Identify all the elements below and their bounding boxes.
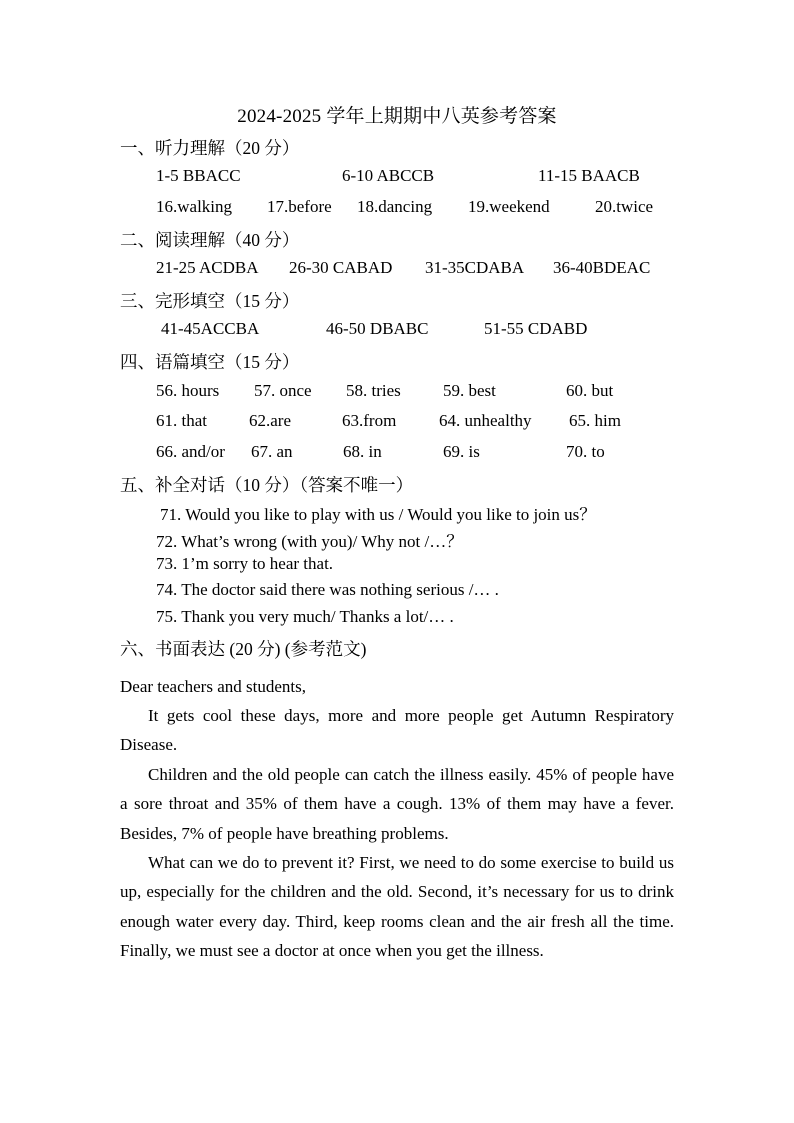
answer-row [0, 166, 794, 188]
answer-row [0, 258, 794, 280]
answer-item: 20.twice [595, 197, 654, 216]
answer-item: 11-15 BAACB [538, 166, 640, 185]
essay-paragraph: It gets cool these days, more and more people get Autumn Respiratory Disease. [120, 706, 674, 755]
answer-item: 66. and/or [156, 442, 225, 461]
dialogue-answer: 72. What’s wrong (with you)/ Why not /…？ [156, 532, 464, 551]
essay-greeting: Dear teachers and students, [120, 677, 306, 696]
answer-item: 16.walking [156, 197, 233, 216]
answer-item: 19.weekend [468, 197, 550, 216]
answer-item: 56. hours [156, 381, 220, 400]
section-heading-cloze: 三、完形填空（15 分） [120, 291, 300, 311]
answer-item: 58. tries [346, 381, 401, 400]
answer-item: 61. that [156, 411, 207, 430]
answer-item: 67. an [251, 442, 293, 461]
answer-item: 65. him [569, 411, 621, 430]
essay-paragraph: Children and the old people can catch the illness easily. 45% of people have a sore throat and 35% of them have a cough. 13% of them may have a fever. Besides, 7% of people have breathing problems. [120, 765, 674, 843]
answer-item: 62.are [249, 411, 292, 430]
section-heading-dialogue: 五、补全对话（10 分）（答案不唯一） [120, 475, 414, 495]
answer-item: 60. but [566, 381, 614, 400]
answer-item: 57. once [254, 381, 312, 400]
answer-item: 18.dancing [357, 197, 433, 216]
section-heading-passage: 四、语篇填空（15 分） [120, 352, 300, 372]
answer-row [0, 411, 794, 433]
section-heading-reading: 二、阅读理解（40 分） [120, 230, 300, 250]
answer-row [0, 381, 794, 403]
answer-item: 41-45ACCBA [161, 319, 260, 338]
answer-item: 21-25 ACDBA [156, 258, 259, 277]
dialogue-answer: 73. 1’m sorry to hear that. [156, 554, 334, 573]
answer-item: 31-35CDABA [425, 258, 525, 277]
answer-row [0, 442, 794, 464]
answer-item: 46-50 DBABC [326, 319, 429, 338]
section-heading-writing: 六、书面表达 (20 分) (参考范文) [120, 639, 367, 659]
answer-item: 17.before [267, 197, 332, 216]
essay-paragraph: What can we do to prevent it? First, we need to do some exercise to build us up, especially for the children and the old. Second, it’s necessary for us to drink enough water every day. Third, keep rooms clean and the air fresh all the time. Finally, we must see a doctor at once when you get the illness. [120, 853, 674, 960]
answer-item: 63.from [342, 411, 397, 430]
answer-item: 70. to [566, 442, 605, 461]
section-heading-listening: 一、听力理解（20 分） [120, 138, 300, 158]
answer-item: 1-5 BBACC [156, 166, 241, 185]
answer-item: 69. is [443, 442, 480, 461]
answer-item: 51-55 CDABD [484, 319, 588, 338]
answer-row [0, 197, 794, 219]
document-title: 2024-2025 学年上期期中八英参考答案 [237, 106, 557, 127]
answer-item: 6-10 ABCCB [342, 166, 435, 185]
answer-item: 36-40BDEAC [553, 258, 651, 277]
answer-item: 26-30 CABAD [289, 258, 393, 277]
answer-item: 68. in [343, 442, 382, 461]
answer-item: 59. best [443, 381, 496, 400]
dialogue-answer: 75. Thank you very much/ Thanks a lot/… . [156, 607, 454, 626]
dialogue-answer: 74. The doctor said there was nothing serious /… . [156, 580, 499, 599]
answer-item: 64. unhealthy [439, 411, 532, 430]
answer-row [0, 319, 794, 341]
dialogue-answer: 71. Would you like to play with us / Would you like to join us？ [160, 505, 597, 524]
